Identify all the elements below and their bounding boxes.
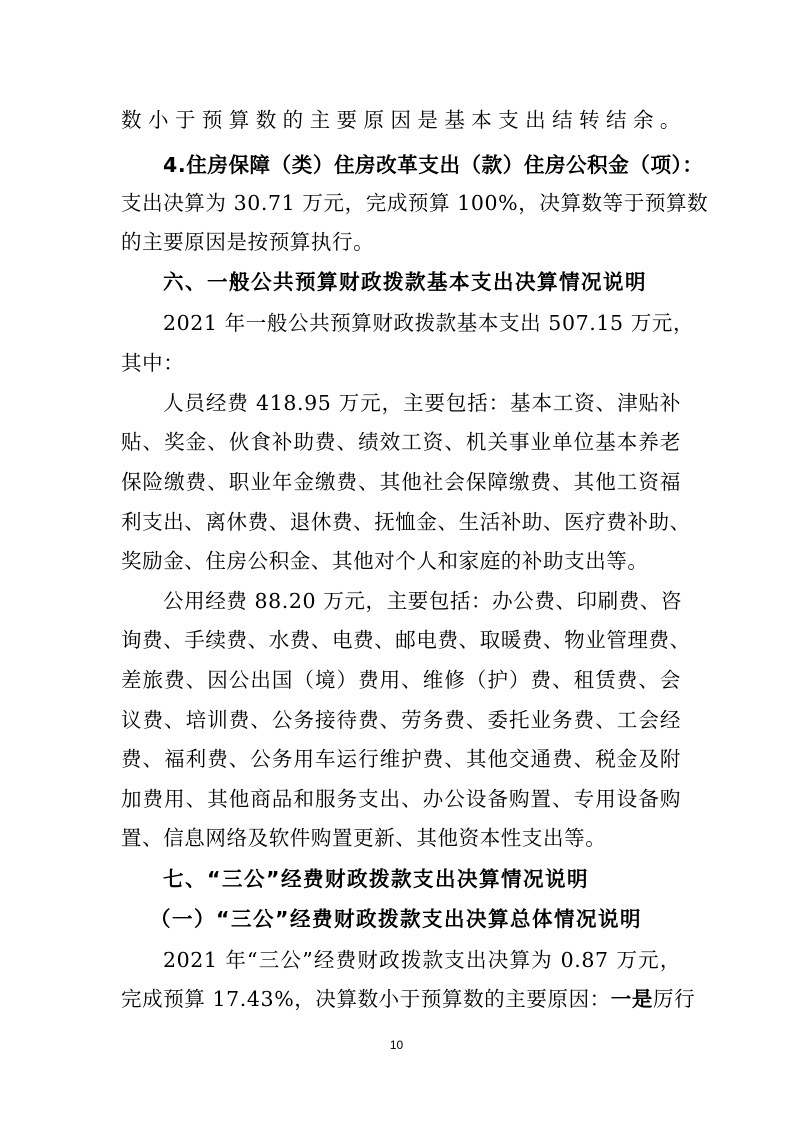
body-line: 2021 年一般公共预算财政拨款基本支出 507.15 万元， <box>163 311 695 335</box>
body-line: 议费、培训费、公务接待费、劳务费、委托业务费、工会经 <box>121 708 681 732</box>
body-line: 其中： <box>121 351 185 375</box>
body-line: 费、福利费、公务用车运行维护费、其他交通费、税金及附 <box>121 747 681 771</box>
body-line: 加费用、其他商品和服务支出、办公设备购置、专用设备购 <box>121 787 681 811</box>
subsection-heading: （一）“三公”经费财政拨款支出决算总体情况说明 <box>150 907 642 931</box>
body-line: 保险缴费、职业年金缴费、其他社会保障缴费、其他工资福 <box>121 470 681 494</box>
section-heading: 七、“三公”经费财政拨款支出决算情况说明 <box>163 867 589 891</box>
body-line: 贴、奖金、伙食补助费、绩效工资、机关事业单位基本养老 <box>121 430 681 454</box>
emphasis-text: 一是 <box>610 987 653 1011</box>
body-line: 数小于预算数的主要原因是基本支出结转结余。 <box>121 108 681 132</box>
body-text: 完成预算 17.43%，决算数小于预算数的主要原因： <box>121 987 611 1011</box>
subheading-line: 4.住房保障（类）住房改革支出（款）住房公积金（项）： <box>163 153 704 177</box>
body-line: 询费、手续费、水费、电费、邮电费、取暖费、物业管理费、 <box>121 628 691 652</box>
body-line: 置、信息网络及软件购置更新、其他资本性支出等。 <box>121 826 607 850</box>
body-line: 利支出、离休费、退休费、抚恤金、生活补助、医疗费补助、 <box>121 510 691 534</box>
page-number: 10 <box>389 1038 404 1052</box>
body-line: 支出决算为 30.71 万元，完成预算 100%，决算数等于预算数 <box>121 191 709 215</box>
body-line: 人员经费 418.95 万元，主要包括：基本工资、津贴补 <box>163 391 681 415</box>
body-line: 差旅费、因公出国（境）费用、维修（护）费、租赁费、会 <box>121 668 681 692</box>
section-heading: 六、一般公共预算财政拨款基本支出决算情况说明 <box>163 270 647 294</box>
body-line: 2021 年“三公”经费财政拨款支出决算为 0.87 万元， <box>163 948 681 972</box>
body-line <box>121 985 696 1013</box>
body-line: 的主要原因是按预算执行。 <box>121 230 375 254</box>
body-text: 厉行 <box>652 987 696 1011</box>
body-line: 奖励金、住房公积金、其他对个人和家庭的补助支出等。 <box>121 549 649 573</box>
body-line: 公用经费 88.20 万元，主要包括：办公费、印刷费、咨 <box>163 589 683 613</box>
